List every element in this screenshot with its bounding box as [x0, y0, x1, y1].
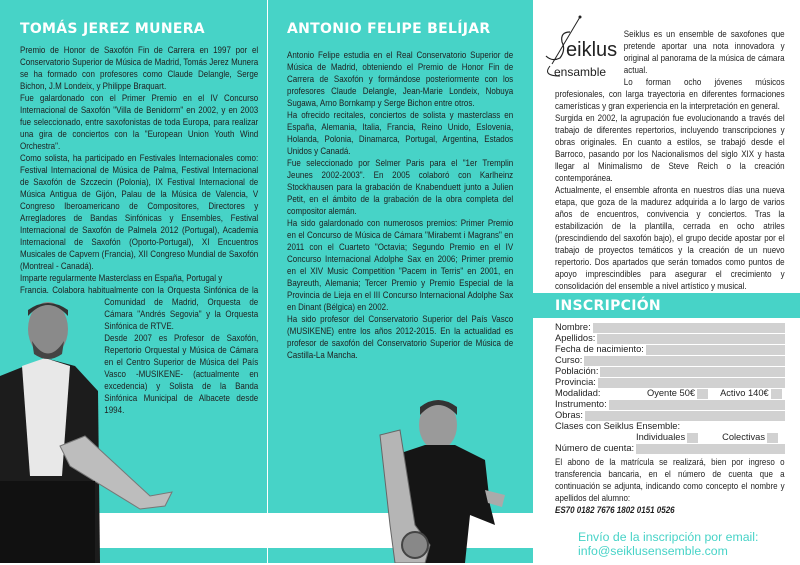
- field-label: Instrumento:: [555, 399, 607, 409]
- curso-input[interactable]: [584, 356, 785, 366]
- poblacion-input[interactable]: [600, 367, 785, 377]
- inscripcion-title: INSCRIPCIÓN: [555, 298, 661, 314]
- provincia-input[interactable]: [598, 378, 785, 388]
- payment-note: El abono de la matrícula se realizará, bien por ingreso o transferencia bancaria, en el número de cuenta que a continuación se adjunta, indicando como concepto el nombre y apellidos del alumno:: [555, 457, 785, 503]
- oyente-checkbox[interactable]: [697, 389, 708, 399]
- paragraph: Desde 2007 es Profesor de Saxofón, Repertorio Orquestal y Música de Cámara en el Centro Superior de Música del País Vasco -MUSIKENE- (actualmente en excedencia) y Solista de la Banda Sinfónica Municipal de Albacete desde 1994.: [104, 333, 259, 415]
- colectivas-label: Colectivas: [722, 432, 765, 442]
- logo-spacer: [555, 28, 624, 86]
- inscripcion-header: [533, 293, 800, 318]
- colectivas-checkbox[interactable]: [767, 433, 778, 443]
- left-title: TOMÁS JEREZ MUNERA: [20, 21, 205, 37]
- individuales-label: Individuales: [636, 432, 686, 442]
- left-bio: [20, 44, 258, 520]
- middle-title: ANTONIO FELIPE BELÍJAR: [287, 21, 491, 37]
- field-label: Número de cuenta:: [555, 443, 635, 453]
- registration-form: [555, 322, 785, 516]
- paragraph: Fue seleccionado por Selmer Paris para el "1er Tremplin Jeunes 2002-2003". En 2005 colaboró con Karlheinz Stockhausen para la grabación de Knabenduett junto a Julien Petit, en el ámbito de la grabación de la obra completa del compositor alemán.: [287, 158, 514, 216]
- activo-label: Activo 140€: [720, 388, 769, 398]
- clases-label: Clases con Seiklus Ensemble:: [555, 421, 681, 431]
- field-label: Fecha de nacimiento:: [555, 344, 644, 354]
- iban: ES70 0182 7676 1802 0151 0526: [555, 505, 675, 515]
- email-info: [578, 530, 758, 558]
- payment-info: [555, 456, 785, 516]
- ensemble-description: [555, 28, 785, 292]
- middle-bio: [287, 49, 513, 361]
- individuales-checkbox[interactable]: [687, 433, 698, 443]
- instrumento-input[interactable]: [609, 400, 785, 410]
- paragraph: Surgida en 2002, la agrupación fue evolucionando a través del trabajo de diferentes repertorios, incluyendo transcripciones y obras originales. En cuanto a estilos, se trabajó desde el Barroco, pasando por los Nacionalismos del siglo XIX y hasta llegar al Minimalismo de Steve Reich o la creación contemporánea.: [555, 113, 785, 183]
- field-label: Apellidos:: [555, 333, 596, 343]
- modalidad-label: Modalidad:: [555, 388, 601, 398]
- photo-spacer: [20, 300, 104, 520]
- paragraph: Ha ofrecido recitales, conciertos de solista y masterclass en España, Alemania, Italia, Francia, Reino Unido, Eslovenia, Holanda, Polonia, Dinamarca, Portugal, Argentina, Estados Unidos y Canadá.: [287, 110, 514, 156]
- paragraph: Ha sido profesor del Conservatorio Superior del País Vasco (MUSIKENE) entre los años 2012-2015. En la actualidad es profesor de saxofón del Conservatorio Superior de Música de Castilla-La Mancha.: [287, 314, 514, 360]
- svg-text:ensamble: ensamble: [554, 65, 607, 79]
- field-label: Provincia:: [555, 377, 596, 387]
- email-line: Envío de la inscripción por email:: [578, 530, 759, 544]
- nombre-input[interactable]: [593, 323, 785, 333]
- numero-cuenta-input[interactable]: [636, 444, 785, 454]
- activo-checkbox[interactable]: [771, 389, 782, 399]
- svg-text:eiklus: eiklus: [566, 39, 618, 61]
- paragraph: Ha sido galardonado con numerosos premios: Primer Premio en el Concurso de Música de Cámara "Mirabemt i Magrans" en 2011 con el Cuarteto "Octavia; Segundo Premio en el IV Concurso Internacional Adolphe Sax en 2006; Primer premio en el XIV Music Competition "Pacem in Terris" en 2001, en Bayreuth, Alemania; Tercer Premio y Premio Especial de la Provincia de Lieja en el III Concurso Internacional Adolphe Sax en Dinant (Bélgica) en 2002.: [287, 218, 514, 312]
- field-label: Nombre:: [555, 322, 591, 332]
- paragraph: Actualmente, el ensemble afronta en nuestros días una nueva etapa, que goza de la madurez adquirida a lo largo de varios años de encuentros, convivencia y conciertos. Tras la estabilización de la plantilla, cerrada en ocho atriles (prescindiendo del saxofón bajo), el grupo decide apostar por el trabajo de proyectos temáticos y la creación de un nuevo repertorio. Dos apartados que serán tomados como puntos de apoyo imprescindibles para asegurar el crecimiento y consolidación del ensemble a nivel artístico y musical.: [555, 185, 785, 291]
- paragraph: Antonio Felipe estudia en el Real Conservatorio Superior de Música de Madrid, obteniendo el Premio de Honor Fin de Carrera de Saxofón y formándose posteriormente con los profesores Claude Delangle, Jean-Marie Londeix, Nobuya Sugawa, Arno Bornkamp y Serge Bichon entre otros.: [287, 50, 514, 108]
- paragraph: Fue galardonado con el Primer Premio en el IV Concurso Internacional de Saxofón "Villa de Benidorm" en 2002, y en 2003 fue seleccionado, entre saxofonistas de toda Europa, para realizar una gira de conciertos con la "European Union Youth Wind Orchestra".: [20, 93, 259, 151]
- paragraph: Imparte regularmente Masterclass en España, Portugal y: [20, 273, 223, 283]
- email-address[interactable]: info@seiklusensemble.com: [578, 544, 728, 558]
- fecha-nacimiento-input[interactable]: [646, 345, 785, 355]
- field-label: Población:: [555, 366, 599, 376]
- paragraph: Premio de Honor de Saxofón Fin de Carrera en 1997 por el Conservatorio Superior de Música de Madrid, Tomás Jerez Munera se ha formado con profesores como Claude Delangle, Serge Bichon, J.M Londeix, y Philippe Braquart.: [20, 45, 259, 91]
- paragraph: Francia. Colabora habitualmente con la Orquesta Sinfónica de la Comunidad de Madrid, Orquesta de Cámara "Andrés Segovia" y la Orquesta Sinfónica de RTVE.: [20, 285, 259, 331]
- apellidos-input[interactable]: [597, 334, 785, 344]
- field-label: Obras:: [555, 410, 583, 420]
- paragraph: Como solista, ha participado en Festivales Internacionales como: Festival Internacional de Música de Palma, Festival Internacional de Saxofón de Szczecin (Polonia), IX Festival Internacional de Música Antigua de Gijón, Palau de la Música de Valencia, V Congreso Iberoamericano de Compositores, Directores y Arregladores de Bandas Sinfónicas y Ensembles, Festival Internacional de Saxofón de Palmela 2012 (Portugal), Academia Internacional de Saxofón (Oporto-Portugal), XI Encuentros Musicales de Capvern (Francia), XII Congreso Mundial de Saxofón (Montreal - Canadá).: [20, 153, 259, 271]
- ensemble-intro: Seiklus es un ensemble de saxofones que pretende aportar una nota innovadora y original al panorama de la música de cámara actual.: [623, 29, 785, 75]
- paragraph: Lo forman ocho jóvenes músicos profesionales, con larga trayectoria en diferentes formaciones camerísticas y gran experiencia en la interpretación en general.: [555, 77, 785, 111]
- antonio-photo: [340, 395, 510, 563]
- field-label: Curso:: [555, 355, 583, 365]
- oyente-label: Oyente 50€: [647, 388, 696, 398]
- obras-input[interactable]: [585, 411, 785, 421]
